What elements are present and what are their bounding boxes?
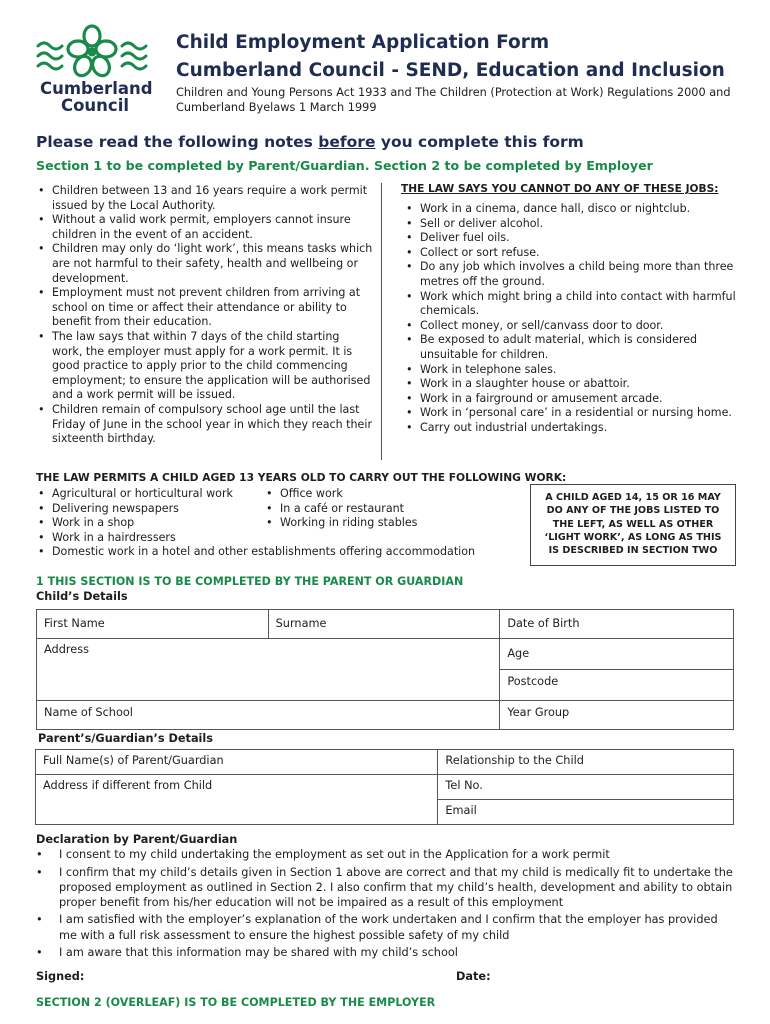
declaration-heading: Declaration by Parent/Guardian (36, 833, 238, 846)
list-item: • Work which might bring a child into contact with harmful chemicals. (406, 290, 736, 319)
parent-details-table (35, 749, 734, 825)
permitted-work-heading: THE LAW PERMITS A CHILD AGED 13 YEARS OLD TO CARRY OUT THE FOLLOWING WORK: (36, 471, 567, 484)
list-item: • Working in riding stables (266, 516, 506, 531)
list-item: • Do any job which involves a child being more than three metres off the ground. (406, 260, 736, 289)
relationship-field[interactable]: Relationship to the Child (438, 750, 734, 775)
postcode-field[interactable]: Postcode (500, 670, 734, 701)
list-item: • Children may only do ‘light work’, this means tasks which are not harmful to their safety, health and wellbeing or development. (38, 242, 373, 286)
child-details-table (36, 609, 734, 730)
flower-logo-icon (34, 24, 154, 84)
list-item: • Office work (266, 487, 506, 502)
list-item: • Sell or deliver alcohol. (406, 217, 736, 232)
parent-full-name-field[interactable]: Full Name(s) of Parent/Guardian (36, 750, 438, 775)
legislation-note: Children and Young Persons Act 1933 and The Children (Protection at Work) Regulations 2000 and Cumberland Byelaws 1 March 1999 (176, 86, 731, 114)
list-item: • Deliver fuel oils. (406, 231, 736, 246)
list-item: • I consent to my child undertaking the employment as set out in the Application for a work permit (36, 847, 736, 862)
age-field[interactable]: Age (500, 639, 734, 670)
list-item: • Work in telephone sales. (406, 363, 736, 378)
list-item: • Work in a slaughter house or abattoir. (406, 377, 736, 392)
email-field[interactable]: Email (438, 800, 734, 825)
list-item: • Delivering newspapers (38, 502, 518, 517)
list-item: • Work in ‘personal care’ in a residential or nursing home. (406, 406, 736, 421)
form-title: Child Employment Application Form (176, 32, 550, 53)
notes-heading: Please read the following notes before you complete this form (36, 133, 584, 151)
child-details-label: Child’s Details (36, 590, 128, 603)
list-item: • Work in a cinema, dance hall, disco or nightclub. (406, 202, 736, 217)
parent-details-label: Parent’s/Guardian’s Details (38, 732, 214, 745)
tel-field[interactable]: Tel No. (438, 775, 734, 800)
column-divider (381, 183, 382, 460)
list-item: • Children between 13 and 16 years require a work permit issued by the Local Authority. (38, 184, 373, 213)
overleaf-note: SECTION 2 (OVERLEAF) IS TO BE COMPLETED BY THE EMPLOYER (36, 996, 436, 1009)
list-item: • Without a valid work permit, employers cannot insure children in the event of an accident. (38, 213, 373, 242)
list-item: • Be exposed to adult material, which is considered unsuitable for children. (406, 333, 736, 362)
list-item: • Agricultural or horticultural work (38, 487, 518, 502)
older-child-note-box: A CHILD AGED 14, 15 OR 16 MAY DO ANY OF THE JOBS LISTED TO THE LEFT, AS WELL AS OTHER ‘LIGHT WORK’, AS LONG AS THIS IS DESCRIBED IN SECTION TWO (530, 484, 736, 566)
notes-heading-emphasis: before (318, 133, 376, 151)
list-item: • The law says that within 7 days of the child starting work, the employer must apply for a work permit. It is good practice to apply prior to the child commencing employment; to ensure the application will be authorised and a work permit will be issued. (38, 330, 373, 403)
list-item: • Work in a shop (38, 516, 518, 531)
date-field[interactable]: Date: (456, 970, 491, 983)
notes-list (38, 184, 373, 447)
list-item: • I am aware that this information may be shared with my child’s school (36, 945, 736, 960)
logo-text-line2: Council (60, 96, 130, 115)
list-item: • I am satisfied with the employer’s explanation of the work undertaken and I confirm that the employer has provided me with a full risk assessment to ensure the highest possible safety of my child (36, 912, 736, 942)
list-item: • Collect money, or sell/canvass door to door. (406, 319, 736, 334)
school-name-field[interactable]: Name of School (37, 701, 500, 730)
council-logo (34, 24, 154, 114)
parent-address-field[interactable]: Address if different from Child (36, 775, 438, 825)
permitted-work-list-2 (266, 487, 506, 531)
declaration-list (36, 847, 736, 963)
list-item: • Carry out industrial undertakings. (406, 421, 736, 436)
list-item: • Collect or sort refuse. (406, 246, 736, 261)
section1-heading: 1 THIS SECTION IS TO BE COMPLETED BY THE PARENT OR GUARDIAN (36, 575, 464, 588)
list-item: • Domestic work in a hotel and other establishments offering accommodation (38, 545, 518, 560)
logo-wordmark (40, 79, 153, 115)
form-subtitle-department: Cumberland Council - SEND, Education and Inclusion (176, 60, 725, 81)
list-item: • Employment must not prevent children from arriving at school on time or affect their attendance or ability to benefit from their education. (38, 286, 373, 330)
section-completion-note: Section 1 to be completed by Parent/Guardian. Section 2 to be completed by Employer (36, 158, 653, 173)
list-item: • Work in a hairdressers (38, 531, 518, 546)
surname-field[interactable]: Surname (268, 610, 500, 639)
address-field[interactable]: Address (37, 639, 500, 701)
date-of-birth-field[interactable]: Date of Birth (500, 610, 734, 639)
year-group-field[interactable]: Year Group (500, 701, 734, 730)
logo-text-line1: Cumberland (40, 79, 153, 98)
first-name-field[interactable]: First Name (37, 610, 269, 639)
signature-field[interactable]: Signed: (36, 970, 85, 983)
list-item: • In a café or restaurant (266, 502, 506, 517)
list-item: • I confirm that my child’s details given in Section 1 above are correct and that my child is medically fit to undertake the proposed employment as outlined in Section 2. I also confirm that my child’s health, development and ability to obtain proper benefit from his/her education will not be impaired as a result of this employment (36, 865, 736, 911)
prohibited-jobs-heading: THE LAW SAYS YOU CANNOT DO ANY OF THESE JOBS: (401, 183, 719, 195)
list-item: • Children remain of compulsory school age until the last Friday of June in the school year in which they reach their sixteenth birthday. (38, 403, 373, 447)
list-item: • Work in a fairground or amusement arcade. (406, 392, 736, 407)
prohibited-jobs-list (406, 202, 736, 436)
